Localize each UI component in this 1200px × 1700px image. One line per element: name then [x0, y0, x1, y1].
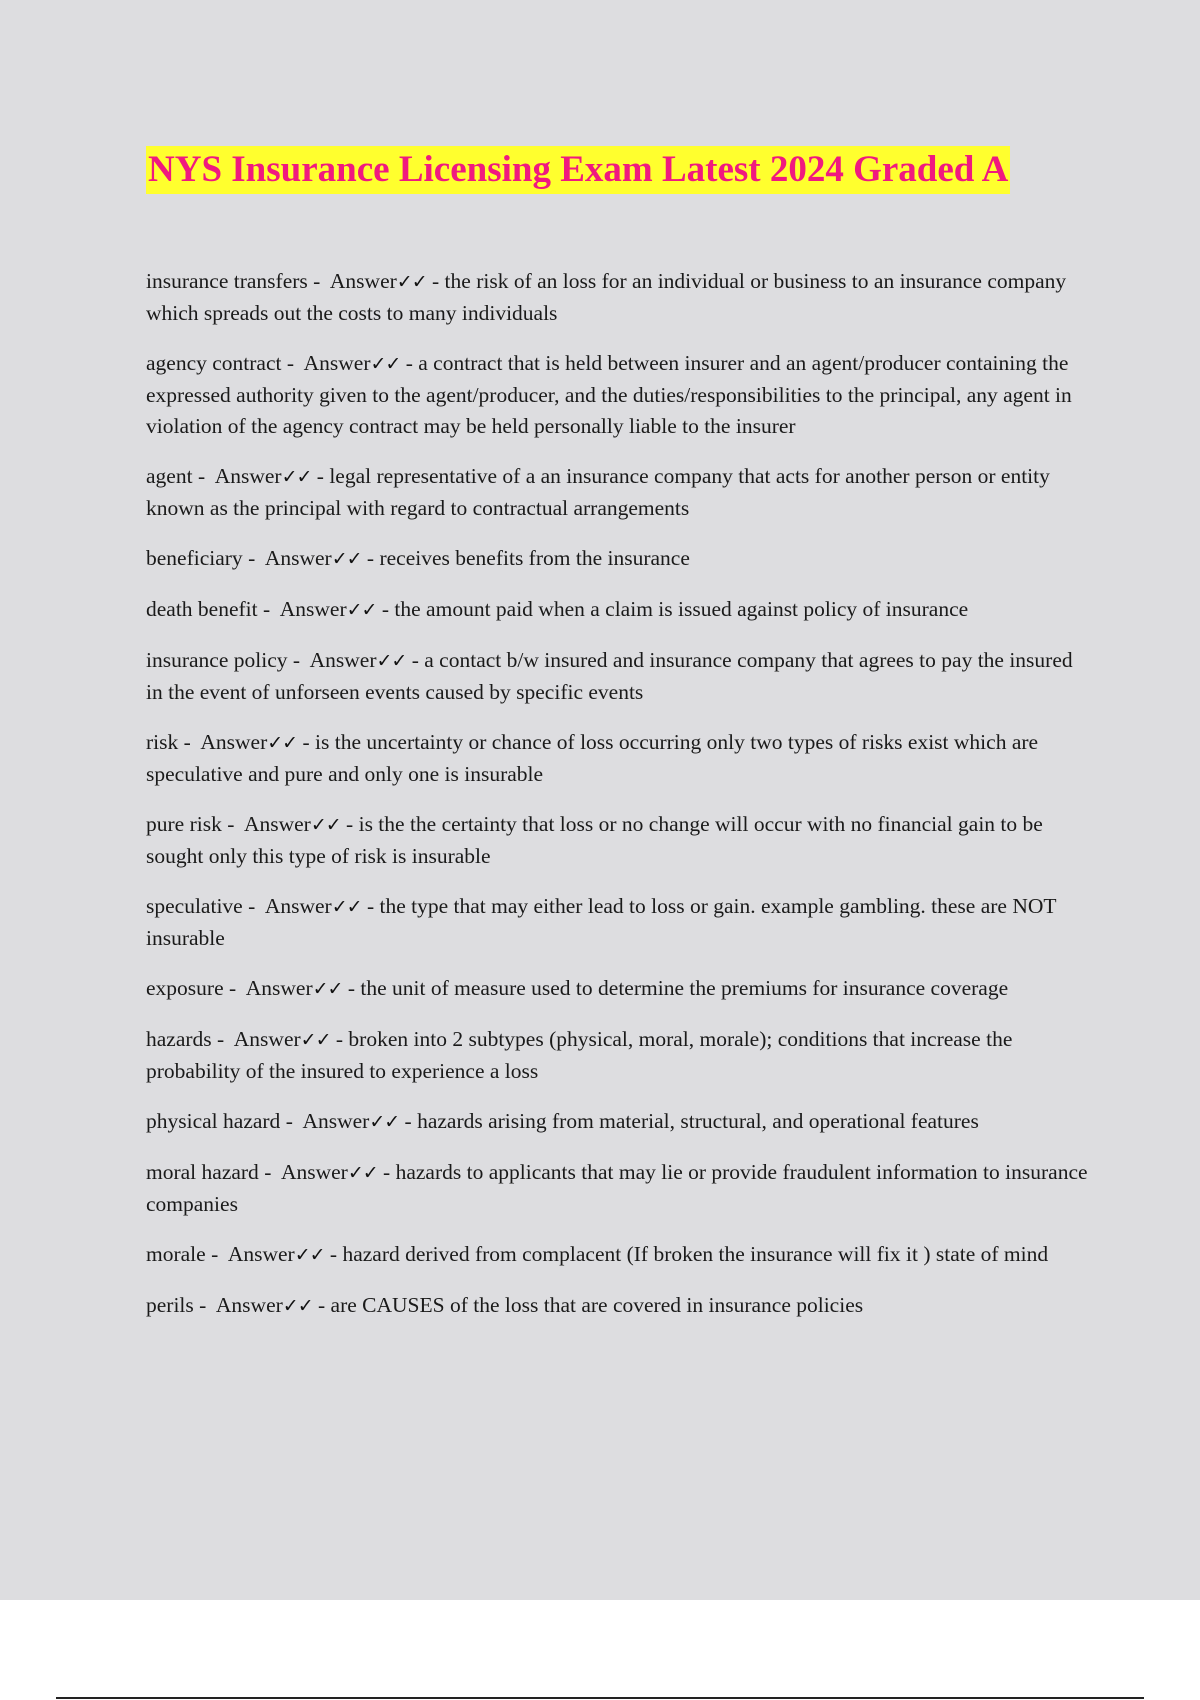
- entry-term: speculative: [146, 894, 243, 918]
- answer-label: Answer: [215, 1293, 283, 1317]
- entry-separator: -: [297, 730, 316, 754]
- entry-term: hazards: [146, 1027, 212, 1051]
- title-container: [146, 146, 1086, 194]
- entry-separator: -: [280, 1109, 299, 1133]
- entry-separator: -: [426, 269, 445, 293]
- answer-label: Answer: [233, 1027, 301, 1051]
- entry-separator: -: [311, 464, 330, 488]
- answer-label: Answer: [243, 812, 311, 836]
- answer-label: Answer: [302, 1109, 370, 1133]
- checkmark-icon: ✓✓: [331, 896, 362, 918]
- entry-definition: the unit of measure used to determine the premiums for insurance coverage: [360, 976, 1009, 1000]
- entry-definition: a contract that is held between insurer and an agent/producer containing the expressed authority given to the agent/producer, and the duties/responsibilities to the principal, any agent in violation of the agency contract may be held personally liable to the insurer: [146, 351, 1072, 438]
- checkmark-icon: ✓✓: [281, 466, 312, 488]
- entry-separator: -: [223, 976, 242, 1000]
- answer-label: Answer: [280, 1160, 348, 1184]
- qa-entry: [146, 727, 1091, 790]
- checkmark-icon: ✓✓: [370, 353, 401, 375]
- entry-separator: -: [399, 1109, 418, 1133]
- entry-separator: -: [193, 1293, 212, 1317]
- entry-separator: -: [281, 351, 300, 375]
- entry-separator: -: [307, 269, 326, 293]
- entry-definition: the type that may either lead to loss or gain. example gambling. these are NOT insurable: [146, 894, 1057, 950]
- entry-separator: -: [406, 648, 425, 672]
- entry-definition: hazards to applicants that may lie or provide fraudulent information to insurance companies: [146, 1160, 1088, 1216]
- entry-definition: hazards arising from material, structural, and operational features: [417, 1109, 979, 1133]
- entry-separator: -: [376, 597, 395, 621]
- answer-label: Answer: [245, 976, 313, 1000]
- checkmark-icon: ✓✓: [347, 1162, 378, 1184]
- entry-term: moral hazard: [146, 1160, 259, 1184]
- answer-label: Answer: [329, 269, 397, 293]
- entry-term: insurance transfers: [146, 269, 308, 293]
- qa-entry: [146, 1106, 1091, 1138]
- qa-entry: [146, 973, 1091, 1005]
- entry-definition: are CAUSES of the loss that are covered in insurance policies: [330, 1293, 864, 1317]
- entry-separator: -: [312, 1293, 331, 1317]
- entry-term: risk: [146, 730, 179, 754]
- qa-entry: [146, 1024, 1091, 1087]
- qa-entry: [146, 594, 1091, 626]
- checkmark-icon: ✓✓: [346, 599, 377, 621]
- qa-entry: [146, 891, 1091, 954]
- entry-separator: -: [361, 894, 380, 918]
- entry-term: death benefit: [146, 597, 258, 621]
- qa-entry: [146, 461, 1091, 524]
- checkmark-icon: ✓✓: [282, 1295, 313, 1317]
- checkmark-icon: ✓✓: [267, 732, 298, 754]
- entry-definition: receives benefits from the insurance: [379, 546, 690, 570]
- qa-entry: [146, 645, 1091, 708]
- entry-separator: -: [257, 597, 276, 621]
- entry-separator: -: [377, 1160, 396, 1184]
- entry-definition: broken into 2 subtypes (physical, moral, morale); conditions that increase the probability of the insured to experience a loss: [146, 1027, 1013, 1083]
- entry-term: agency contract: [146, 351, 282, 375]
- entry-separator: -: [342, 976, 361, 1000]
- qa-entry: [146, 266, 1091, 329]
- entry-separator: -: [192, 464, 211, 488]
- entry-definition: is the uncertainty or chance of loss occurring only two types of risks exist which are speculative and pure and only one is insurable: [146, 730, 1039, 786]
- qa-entry: [146, 1239, 1091, 1271]
- entry-term: perils: [146, 1293, 194, 1317]
- checkmark-icon: ✓✓: [300, 1029, 331, 1051]
- entry-separator: -: [361, 546, 380, 570]
- document-title: NYS Insurance Licensing Exam Latest 2024 Graded A: [146, 146, 1010, 194]
- checkmark-icon: ✓✓: [331, 548, 362, 570]
- answer-label: Answer: [264, 894, 332, 918]
- entry-separator: -: [178, 730, 197, 754]
- entry-definition: hazard derived from complacent (If broken the insurance will fix it ) state of mind: [342, 1242, 1049, 1266]
- entry-term: morale: [146, 1242, 206, 1266]
- footer-divider: [56, 1697, 1144, 1699]
- checkmark-icon: ✓✓: [396, 271, 427, 293]
- qa-entry: [146, 1290, 1091, 1322]
- entry-separator: -: [324, 1242, 343, 1266]
- entry-separator: -: [242, 546, 261, 570]
- entry-separator: -: [205, 1242, 224, 1266]
- qa-entry: [146, 543, 1091, 575]
- qa-entry: [146, 809, 1091, 872]
- entry-term: physical hazard: [146, 1109, 281, 1133]
- answer-label: Answer: [279, 597, 347, 621]
- qa-entry: [146, 1157, 1091, 1220]
- entry-separator: -: [287, 648, 306, 672]
- qa-list: [146, 266, 1091, 1341]
- checkmark-icon: ✓✓: [376, 650, 407, 672]
- entry-separator: -: [330, 1027, 349, 1051]
- entry-separator: -: [211, 1027, 230, 1051]
- entry-separator: -: [242, 894, 261, 918]
- entry-term: beneficiary: [146, 546, 243, 570]
- answer-label: Answer: [309, 648, 377, 672]
- entry-definition: a contact b/w insured and insurance company that agrees to pay the insured in the event of unforseen events caused by specific events: [146, 648, 1073, 704]
- answer-label: Answer: [214, 464, 282, 488]
- entry-definition: legal representative of a an insurance company that acts for another person or entity known as the principal with regard to contractual arrangements: [146, 464, 1050, 520]
- entry-separator: -: [258, 1160, 277, 1184]
- checkmark-icon: ✓✓: [312, 978, 343, 1000]
- answer-label: Answer: [303, 351, 371, 375]
- qa-entry: [146, 348, 1091, 442]
- answer-label: Answer: [200, 730, 268, 754]
- answer-label: Answer: [227, 1242, 295, 1266]
- entry-term: exposure: [146, 976, 224, 1000]
- checkmark-icon: ✓✓: [294, 1244, 325, 1266]
- checkmark-icon: ✓✓: [369, 1111, 400, 1133]
- entry-definition: the risk of an loss for an individual or business to an insurance company which spreads out the costs to many individuals: [146, 269, 1067, 325]
- entry-term: pure risk: [146, 812, 222, 836]
- checkmark-icon: ✓✓: [310, 814, 341, 836]
- entry-definition: is the the certainty that loss or no change will occur with no financial gain to be sought only this type of risk is insurable: [146, 812, 1043, 868]
- entry-term: agent: [146, 464, 193, 488]
- entry-separator: -: [400, 351, 419, 375]
- entry-term: insurance policy: [146, 648, 288, 672]
- entry-separator: -: [221, 812, 240, 836]
- entry-definition: the amount paid when a claim is issued against policy of insurance: [394, 597, 969, 621]
- answer-label: Answer: [264, 546, 332, 570]
- entry-separator: -: [340, 812, 359, 836]
